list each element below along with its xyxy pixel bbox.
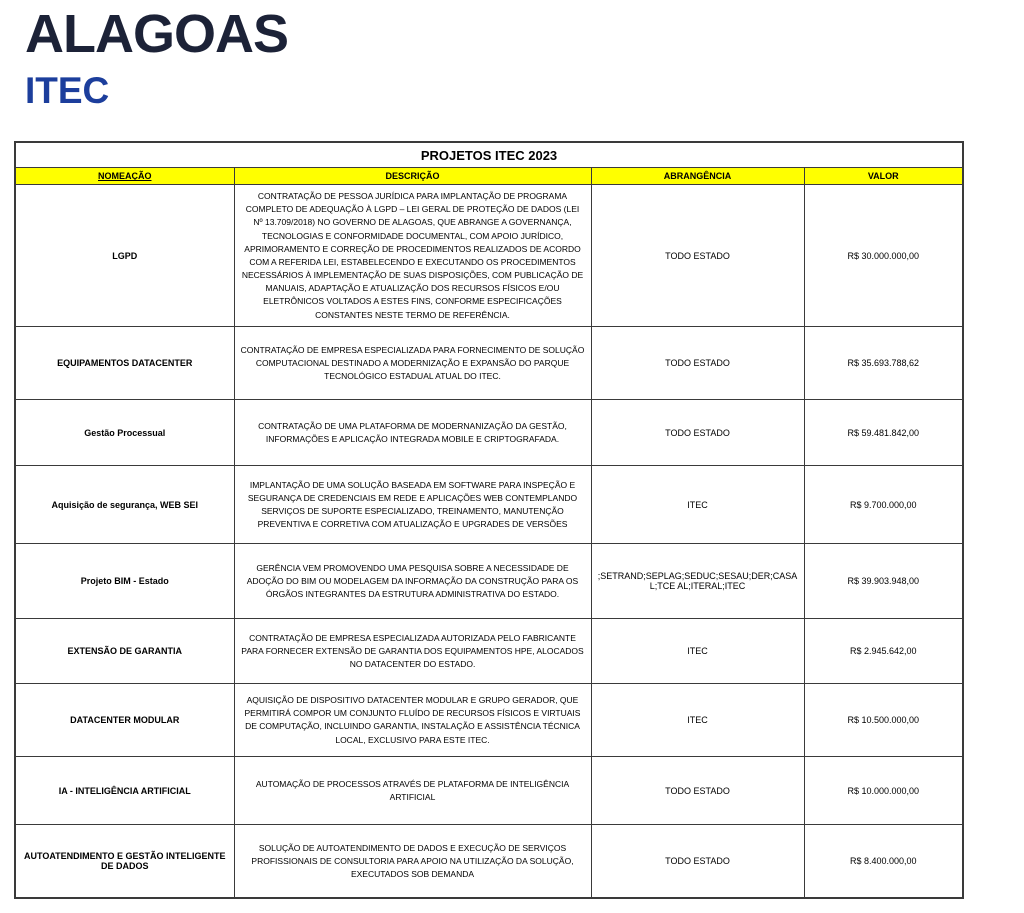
project-name-cell: LGPD [15,185,234,327]
project-value-cell: R$ 2.945.642,00 [804,619,963,684]
project-scope-cell: ITEC [591,684,804,757]
project-value-cell: R$ 8.400.000,00 [804,825,963,899]
project-scope-cell: TODO ESTADO [591,757,804,825]
table-row [15,466,963,544]
project-value-cell: R$ 9.700.000,00 [804,466,963,544]
project-value-cell: R$ 10.000.000,00 [804,757,963,825]
table-row [15,327,963,400]
project-scope-cell: ;SETRAND;SEPLAG;SEDUC;SESAU;DER;CASAL;TCE AL;ITERAL;ITEC [591,544,804,619]
project-description-cell: CONTRATAÇÃO DE UMA PLATAFORMA DE MODERNANIZAÇÃO DA GESTÃO, INFORMAÇÕES E APLICAÇÃO INTEGRADA MOBILE E CRIPTOGRAFADA. [234,400,591,466]
column-header-nomeacao: NOMEAÇÃO [15,168,234,185]
table-row [15,619,963,684]
projects-table [14,141,964,899]
project-scope-cell: ITEC [591,619,804,684]
column-header-descricao: DESCRIÇÃO [234,168,591,185]
table-title-row [15,142,963,168]
project-value-cell: R$ 39.903.948,00 [804,544,963,619]
page-header [0,0,1024,111]
project-name-cell: IA - INTELIGÊNCIA ARTIFICIAL [15,757,234,825]
project-value-cell: R$ 35.693.788,62 [804,327,963,400]
table-header-row [15,168,963,185]
project-scope-cell: TODO ESTADO [591,327,804,400]
project-description-cell: IMPLANTAÇÃO DE UMA SOLUÇÃO BASEADA EM SOFTWARE PARA INSPEÇÃO E SEGURANÇA DE CREDENCIAIS EM REDE E APLICAÇÕES WEB CONTEMPLANDO SERVIÇOS DE SUPORTE ESPECIALIZADO, TREINAMENTO, MANUTENÇÃO PREVENTIVA E CORRETIVA COM ATUALIZAÇÃO E UPGRADES DE VERSÕES [234,466,591,544]
project-name-cell: Projeto BIM - Estado [15,544,234,619]
project-description-cell: CONTRATAÇÃO DE PESSOA JURÍDICA PARA IMPLANTAÇÃO DE PROGRAMA COMPLETO DE ADEQUAÇÃO À LGPD – LEI GERAL DE PROTEÇÃO DE DADOS (LEI Nº 13.709/2018) NO GOVERNO DE ALAGOAS, QUE ABRANGE A GOVERNANÇA, TECNOLOGIAS E CONFORMIDADE DOCUMENTAL, COM APOIO JURÍDICO, APRIMORAMENTO E CORREÇÃO DE PROCEDIMENTOS REALIZADOS DE ACORDO COM A REFERIDA LEI, ESTABELECENDO E EXECUTANDO OS PROCEDIMENTOS NECESSÁRIOS À IMPLEMENTAÇÃO DE SUAS DISPOSIÇÕES, COM PUBLICAÇÃO DE MANUAIS, ADAPTAÇÃO E ATUALIZAÇÃO DOS RECURSOS FÍSICOS E/OU ELETRÔNICOS VOLTADOS A ESTES FINS, CONFORME ESPECIFICAÇÕES CONSTANTES NESTE TERMO DE REFERÊNCIA. [234,185,591,327]
table-row [15,757,963,825]
project-scope-cell: TODO ESTADO [591,825,804,899]
table-row [15,400,963,466]
project-value-cell: R$ 30.000.000,00 [804,185,963,327]
project-scope-cell: TODO ESTADO [591,185,804,327]
project-description-cell: SOLUÇÃO DE AUTOATENDIMENTO DE DADOS E EXECUÇÃO DE SERVIÇOS PROFISSIONAIS DE CONSULTORIA PARA APOIO NA UTILIZAÇÃO DA SOLUÇÃO, EXECUTADOS SOB DEMANDA [234,825,591,899]
project-description-cell: AQUISIÇÃO DE DISPOSITIVO DATACENTER MODULAR E GRUPO GERADOR, QUE PERMITIRÁ COMPOR UM CONJUNTO FLUÍDO DE RECURSOS FÍSICOS E VIRTUAIS DE COMPUTAÇÃO, INCLUINDO GARANTIA, INSTALAÇÃO E ASSISTÊNCIA TÉCNICA LOCAL, EXCLUSIVO PARA ESTE ITEC. [234,684,591,757]
project-name-cell: EXTENSÃO DE GARANTIA [15,619,234,684]
project-name-cell: Gestão Processual [15,400,234,466]
project-value-cell: R$ 10.500.000,00 [804,684,963,757]
table-row [15,825,963,899]
project-name-cell: EQUIPAMENTOS DATACENTER [15,327,234,400]
project-name-cell: AUTOATENDIMENTO E GESTÃO INTELIGENTE DE DADOS [15,825,234,899]
table-row [15,185,963,327]
project-name-cell: Aquisição de segurança, WEB SEI [15,466,234,544]
column-header-valor: VALOR [804,168,963,185]
project-value-cell: R$ 59.481.842,00 [804,400,963,466]
project-description-cell: CONTRATAÇÃO DE EMPRESA ESPECIALIZADA AUTORIZADA PELO FABRICANTE PARA FORNECER EXTENSÃO DE GARANTIA DOS EQUIPAMENTOS HPE, ALOCADOS NO DATACENTER DO ESTADO. [234,619,591,684]
project-name-cell: DATACENTER MODULAR [15,684,234,757]
column-header-abrangencia: ABRANGÊNCIA [591,168,804,185]
project-scope-cell: ITEC [591,466,804,544]
project-description-cell: GERÊNCIA VEM PROMOVENDO UMA PESQUISA SOBRE A NECESSIDADE DE ADOÇÃO DO BIM OU MODELAGEM DA INFORMAÇÃO DA CONSTRUÇÃO PARA OS ÓRGÃOS INTEGRANTES DA ESTRUTURA ADMINISTRATIVA DO ESTADO. [234,544,591,619]
table-row [15,544,963,619]
project-scope-cell: TODO ESTADO [591,400,804,466]
table-title: PROJETOS ITEC 2023 [15,142,963,168]
table-row [15,684,963,757]
page-title: ALAGOAS [25,4,288,64]
project-description-cell: CONTRATAÇÃO DE EMPRESA ESPECIALIZADA PARA FORNECIMENTO DE SOLUÇÃO COMPUTACIONAL DESTINADO A MODERNIZAÇÃO E EXPANSÃO DO PARQUE TECNOLÓGICO ESTADUAL ATUAL DO ITEC. [234,327,591,400]
project-description-cell: AUTOMAÇÃO DE PROCESSOS ATRAVÉS DE PLATAFORMA DE INTELIGÊNCIA ARTIFICIAL [234,757,591,825]
page-subtitle: ITEC [25,69,110,111]
